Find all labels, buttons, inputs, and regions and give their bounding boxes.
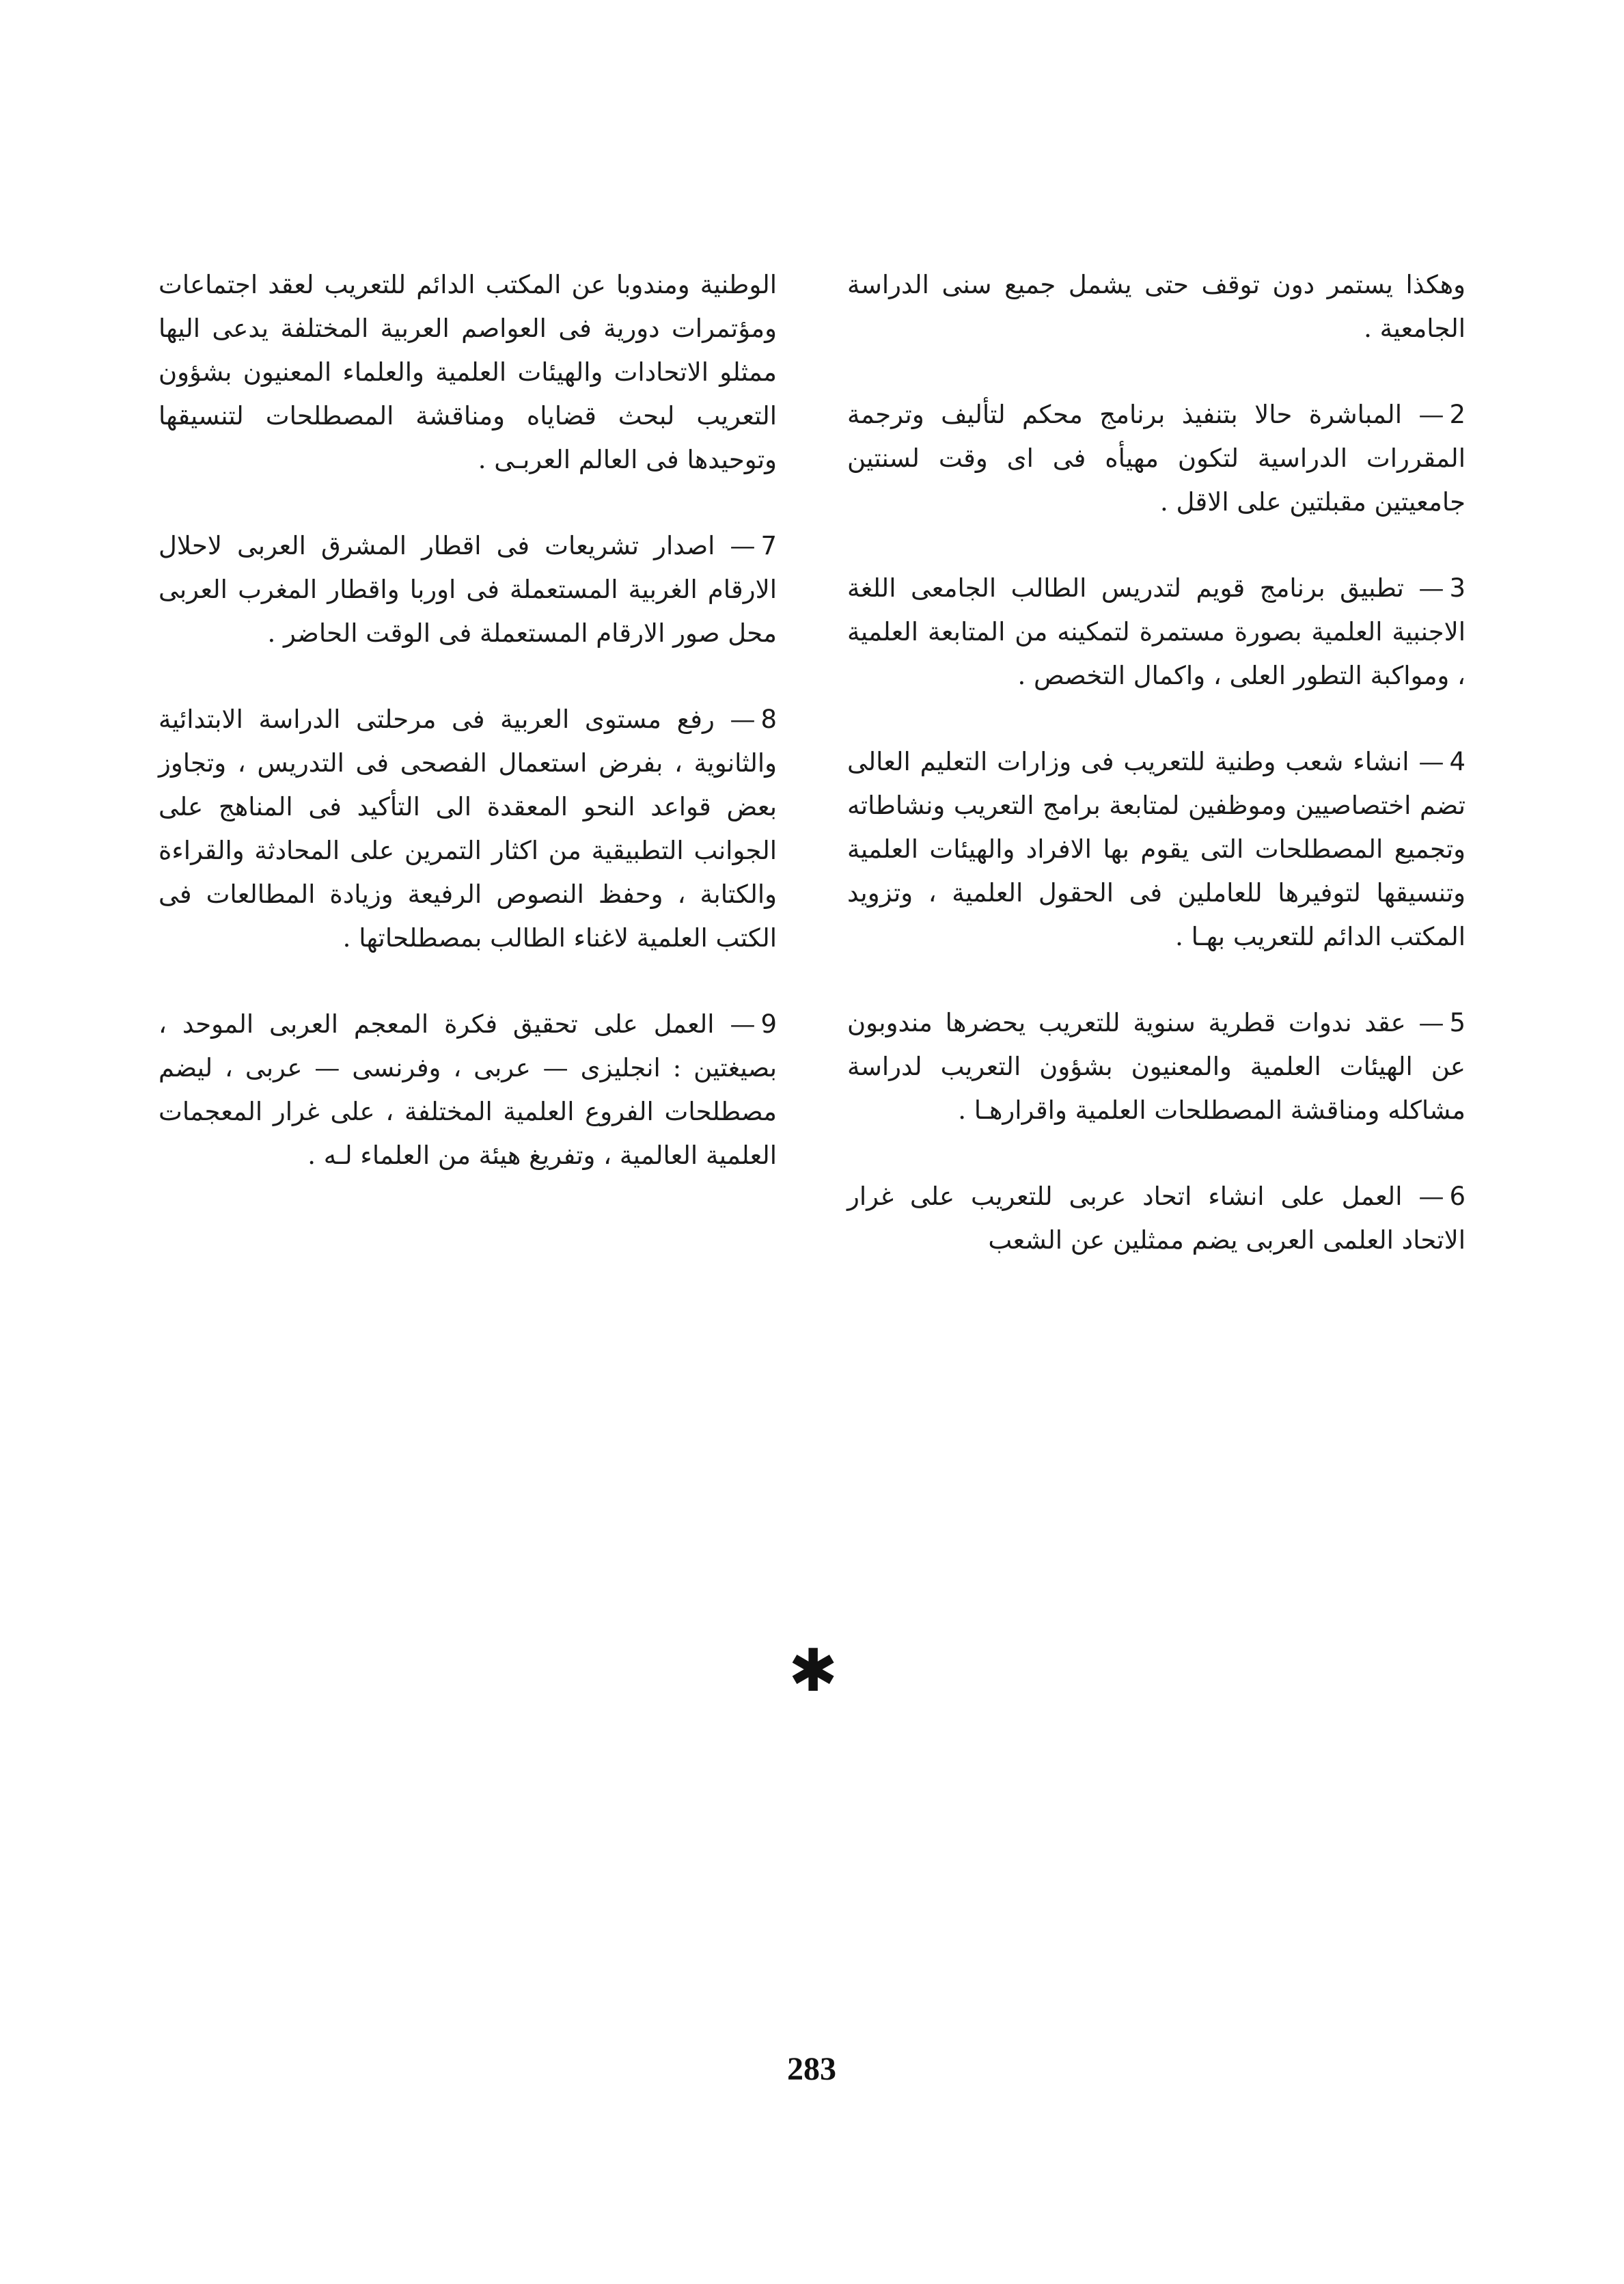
- paragraph: [159, 1003, 777, 1178]
- paragraph-text: — عقد ندوات قطرية سنوية للتعريب يحضرها مندوبون عن الهيئات العلمية والمعنيون بشؤون التعريب لدراسة مشاكله ومناقشة المصطلحات العلمية واقرارهـا .: [847, 1008, 1465, 1125]
- item-number: 2: [1449, 400, 1465, 429]
- paragraph: [847, 393, 1465, 524]
- paragraph: [847, 740, 1465, 959]
- paragraph: [847, 263, 1465, 351]
- paragraph-text: — رفع مستوى العربية فى مرحلتى الدراسة الابتدائية والثانوية ، بفرض استعمال الفصحى فى التدريس ، وتجاوز بعض قواعد النحو المعقدة الى التأكيد فى المناهج على الجوانب التطبيقية من اكثار التمرين على المحادثة والقراءة والكتابة ، وحفظ النصوص الرفيعة وزيادة المطالعات فى الكتب العلمية لاغناء الطالب بمصطلحاتها .: [159, 705, 777, 953]
- paragraph: [847, 1175, 1465, 1262]
- paragraph-text: الوطنية ومندوبا عن المكتب الدائم للتعريب لعقد اجتماعات ومؤتمرات دورية فى العواصم العربية المختلفة يدعى اليها ممثلو الاتحادات والهيئات العلمية والعلماء المعنيون بشؤون التعريب لبحث قضاياه ومناقشة المصطلحات لتنسيقها وتوحيدها فى العالم العربـى .: [159, 270, 777, 474]
- paragraph-text: — انشاء شعب وطنية للتعريب فى وزارات التعليم العالى تضم اختصاصيين وموظفين لمتابعة برامج التعريب ونشاطاته وتجميع المصطلحات التى يقوم بها الافراد والهيئات العلمية وتنسيقها لتوفيرها للعاملين فى الحقول العلمية ، وتزويد المكتب الدائم للتعريب بهـا .: [847, 747, 1465, 951]
- paragraph-text: — العمل على تحقيق فكرة المعجم العربى الموحد ، بصيغتين : انجليزى — عربى ، وفرنسى — عربى ، ليضم مصطلحات الفروع العلمية المختلفة ، على غرار المعجمات العلمية العالمية ، وتفريغ هيئة من العلماء لـه .: [159, 1009, 777, 1170]
- paragraph-text: — المباشرة حالا بتنفيذ برنامج محكم لتأليف وترجمة المقررات الدراسية لتكون مهيأه فى اى وقت لسنتين جامعيتين مقبلتين على الاقل .: [847, 400, 1465, 517]
- item-number: 8: [760, 705, 777, 734]
- paragraph-text: — العمل على انشاء اتحاد عربى للتعريب على غرار الاتحاد العلمى العربى يضم ممثلين عن الشعب: [847, 1182, 1465, 1255]
- paragraph: [159, 524, 777, 655]
- item-number: 5: [1449, 1008, 1465, 1037]
- asterisk-ornament-icon: ✱: [788, 1637, 838, 1705]
- paragraph: [847, 567, 1465, 698]
- item-number: 6: [1449, 1182, 1465, 1211]
- left-column: [159, 263, 777, 1220]
- paragraph: [159, 698, 777, 960]
- paragraph: [847, 1001, 1465, 1132]
- paragraph-text: — اصدار تشريعات فى اقطار المشرق العربى لاحلال الارقام الغربية المستعملة فى اوربا واقطار المغرب العربى محل صور الارقام المستعملة فى الوقت الحاضر .: [159, 531, 777, 648]
- paragraph: [159, 263, 777, 482]
- item-number: 9: [760, 1009, 777, 1039]
- page-number: 283: [787, 2051, 836, 2087]
- paragraph-text: وهكذا يستمر دون توقف حتى يشمل جميع سنى الدراسة الجامعية .: [847, 270, 1465, 343]
- item-number: 7: [760, 531, 777, 560]
- item-number: 3: [1449, 573, 1465, 603]
- paragraph-text: — تطبيق برنامج قويم لتدريس الطالب الجامعى اللغة الاجنبية العلمية بصورة مستمرة لتمكينه من المتابعة العلمية ، ومواكبة التطور العلى ، واكمال التخصص .: [847, 573, 1465, 690]
- right-column: [847, 263, 1465, 1305]
- item-number: 4: [1449, 747, 1465, 776]
